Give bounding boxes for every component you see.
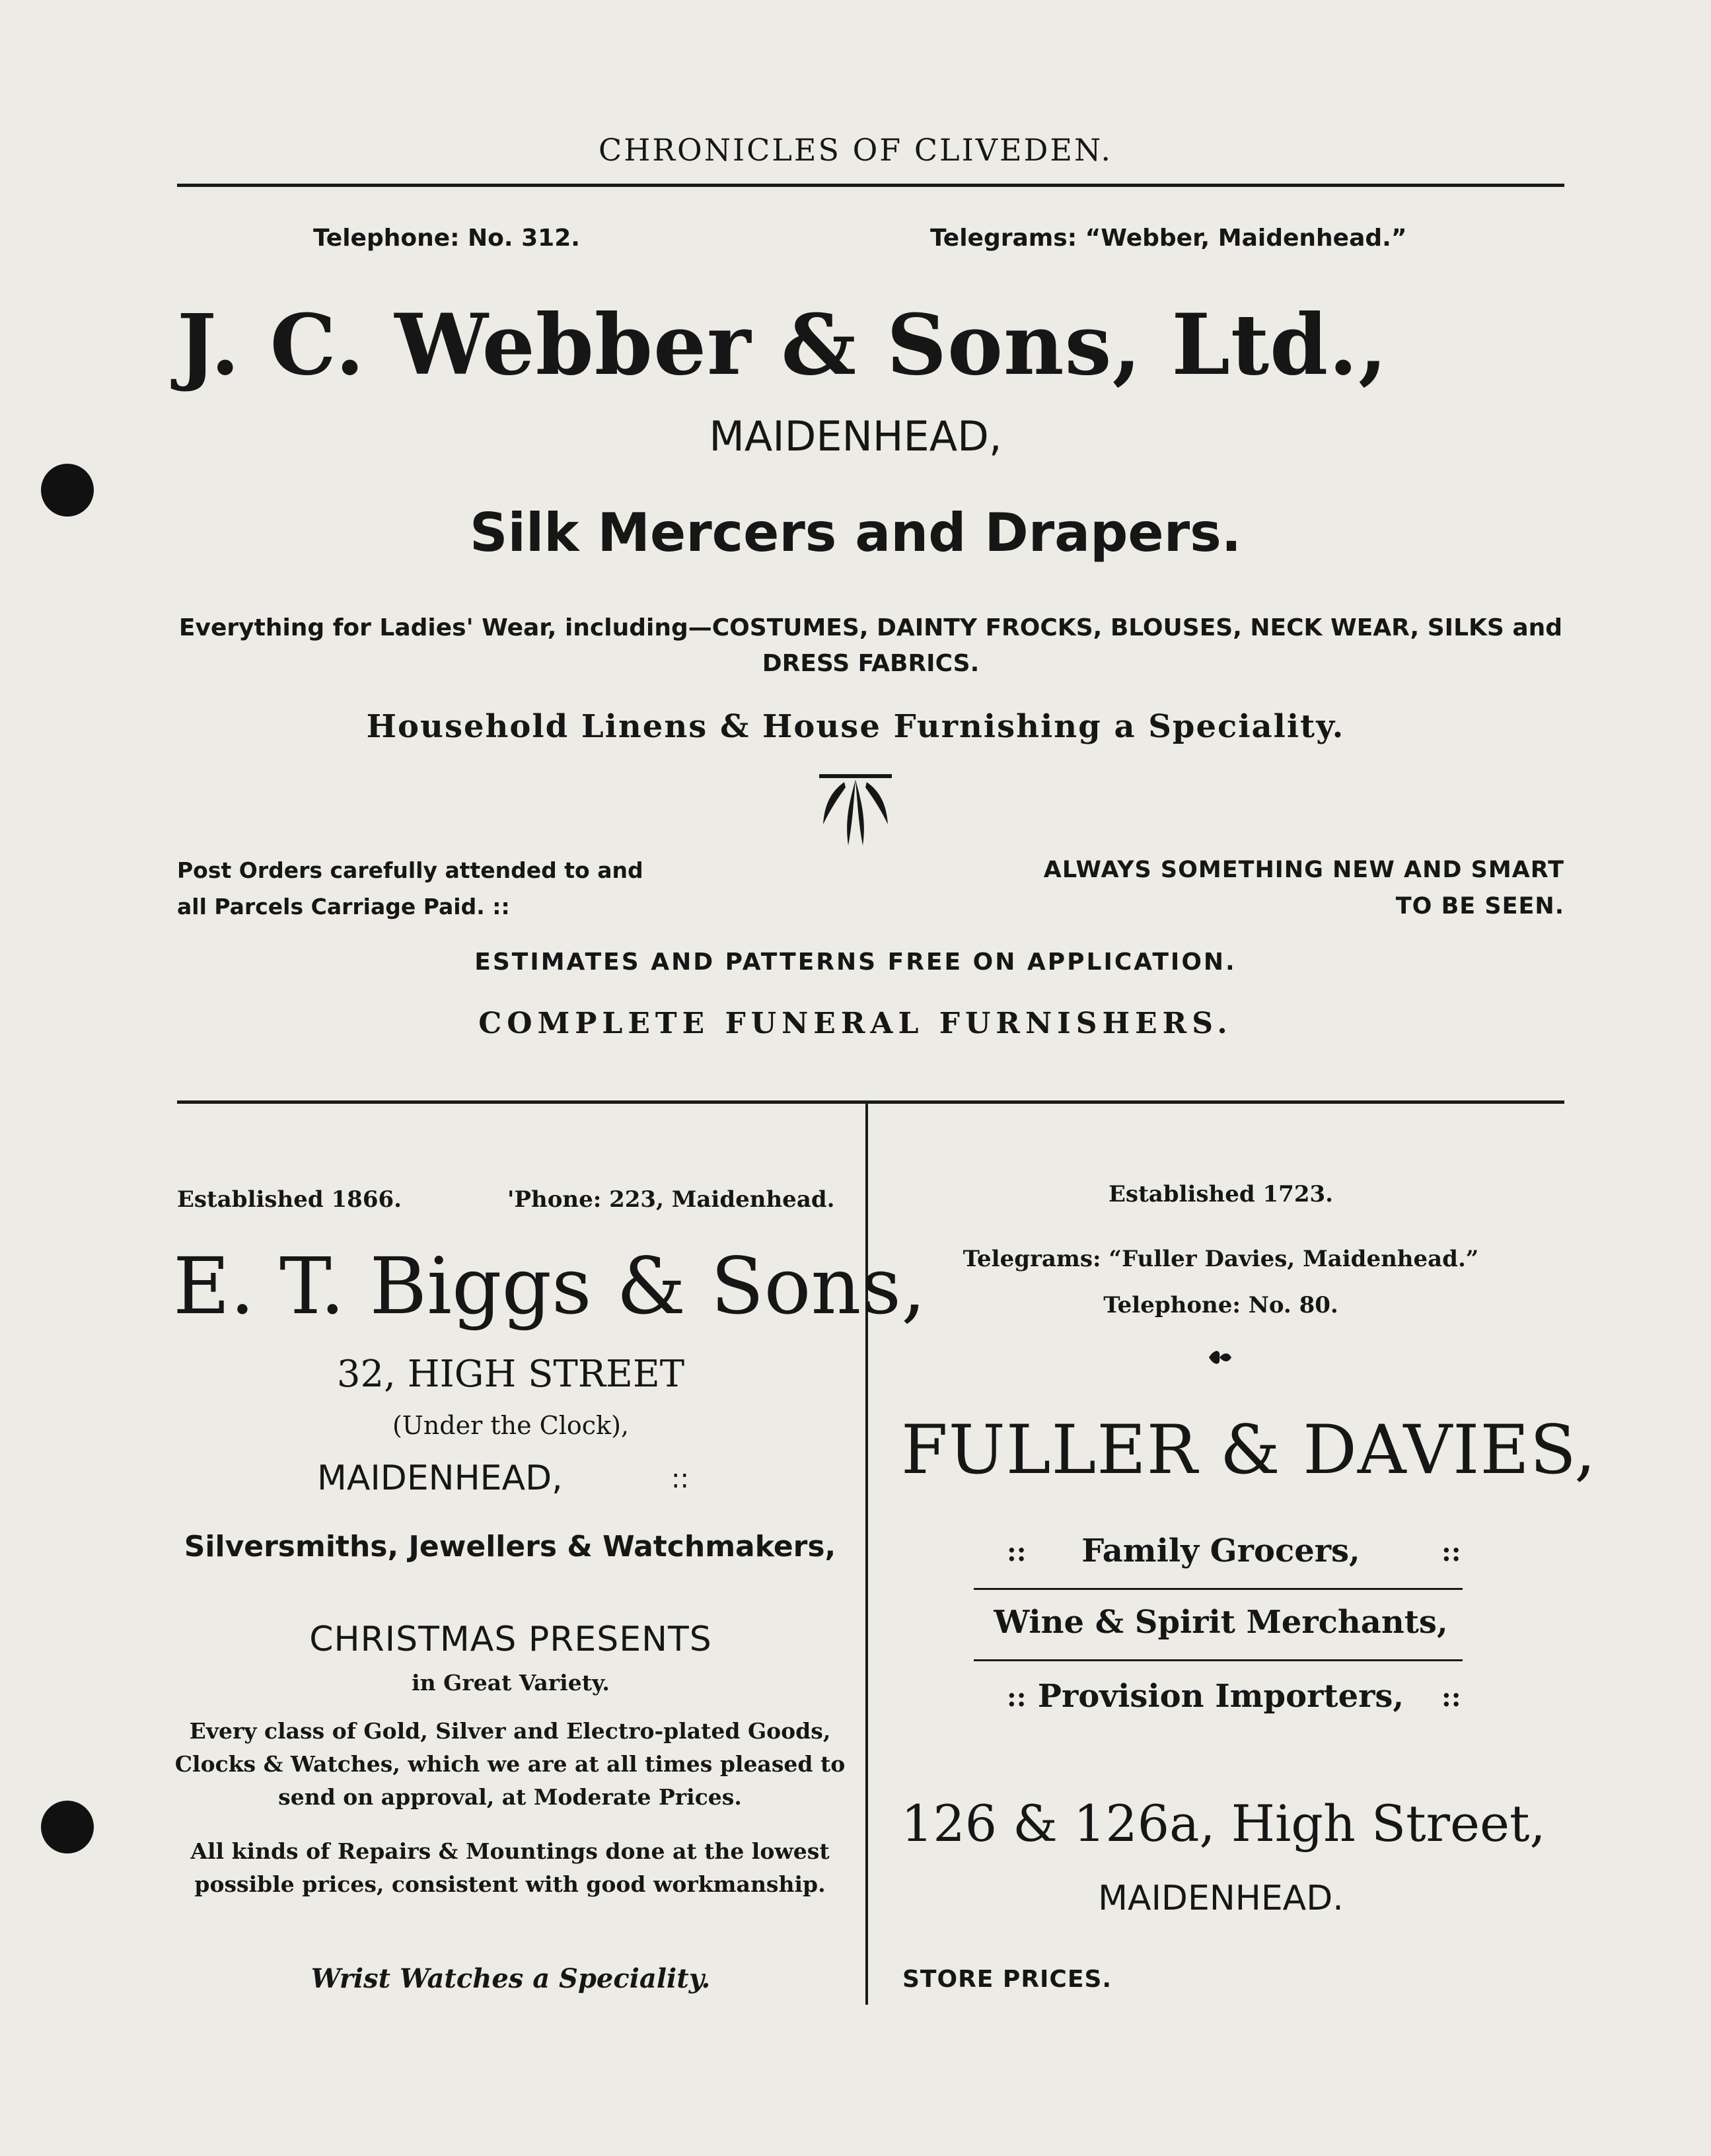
- biggs-wrist-watches: Wrist Watches a Speciality.: [310, 1963, 711, 1994]
- biggs-every-class: Every class of Gold, Silver and Electro-plated Goods, Clocks & Watches, which we are at all times pleased to send on approval, at Moderate Prices.: [174, 1718, 846, 1810]
- webber-everything: Everything for Ladies' Wear, including—COSTUMES, DAINTY FROCKS, BLOUSES, NECK WEAR, SILKS and DRESS FABRICS.: [178, 614, 1563, 677]
- webber-town: MAIDENHEAD,: [709, 412, 1002, 460]
- webber-name: J. C. Webber & Sons, Ltd.,: [177, 296, 1388, 394]
- biggs-variety: in Great Variety.: [412, 1670, 610, 1696]
- biggs-trade: Silversmiths, Jewellers & Watchmakers,: [184, 1530, 836, 1563]
- biggs-landmark: (Under the Clock),: [392, 1411, 629, 1440]
- webber-post-orders: Post Orders carefully attended to and all Parcels Carriage Paid. ::: [177, 857, 643, 919]
- fuller-telephone: Telephone: No. 80.: [1103, 1292, 1338, 1318]
- column-divider: [865, 1104, 868, 2005]
- webber-always-new: ALWAYS SOMETHING NEW AND SMART TO BE SEEN.: [1043, 857, 1564, 919]
- biggs-established: Established 1866.: [177, 1186, 402, 1213]
- ornament-icon: [805, 772, 906, 853]
- fuller-rule-1: [974, 1588, 1463, 1590]
- fuller-line3-colons-left: ::: [1007, 1682, 1027, 1713]
- binder-hole-bottom: [41, 1801, 94, 1853]
- fuller-store-prices: STORE PRICES.: [902, 1966, 1112, 1993]
- webber-funeral: COMPLETE FUNERAL FURNISHERS.: [478, 1007, 1233, 1040]
- fuller-line3: Provision Importers,: [1037, 1678, 1404, 1715]
- fuller-line1-colons-right: ::: [1441, 1536, 1461, 1567]
- fuller-line1-colons-left: ::: [1007, 1536, 1027, 1567]
- page-header: CHRONICLES OF CLIVEDEN.: [599, 132, 1112, 168]
- header-rule: [177, 184, 1564, 187]
- middle-rule: [177, 1100, 1564, 1104]
- biggs-town: MAIDENHEAD,: [317, 1458, 563, 1498]
- fuller-line3-colons-right: ::: [1441, 1682, 1461, 1713]
- biggs-address: 32, HIGH STREET: [336, 1353, 685, 1396]
- fuller-rule-2: [974, 1659, 1463, 1661]
- webber-trade: Silk Mercers and Drapers.: [469, 502, 1242, 563]
- bottom-rule: [865, 2001, 868, 2002]
- biggs-town-colons: ::: [671, 1464, 689, 1494]
- fleuron-icon: [1206, 1348, 1233, 1367]
- webber-telegrams: Telegrams: “Webber, Maidenhead.”: [930, 225, 1407, 252]
- fuller-line1: Family Grocers,: [1081, 1532, 1360, 1569]
- fuller-telegrams: Telegrams: “Fuller Davies, Maidenhead.”: [963, 1246, 1479, 1272]
- webber-estimates: ESTIMATES AND PATTERNS FREE ON APPLICATION.: [474, 949, 1237, 976]
- fuller-name: FULLER & DAVIES,: [901, 1411, 1597, 1490]
- fuller-town: MAIDENHEAD.: [1098, 1879, 1344, 1918]
- webber-telephone: Telephone: No. 312.: [313, 225, 580, 252]
- biggs-repairs: All kinds of Repairs & Mountings done at the lowest possible prices, consistent with good workmanship.: [190, 1838, 830, 1897]
- fuller-address: 126 & 126a, High Street,: [901, 1794, 1546, 1853]
- fuller-established: Established 1723.: [1109, 1181, 1333, 1207]
- webber-speciality: Household Linens & House Furnishing a Speciality.: [366, 708, 1345, 745]
- biggs-name: E. T. Biggs & Sons,: [173, 1240, 926, 1332]
- fuller-line2: Wine & Spirit Merchants,: [994, 1604, 1448, 1641]
- biggs-christmas: CHRISTMAS PRESENTS: [309, 1620, 712, 1659]
- biggs-phone: 'Phone: 223, Maidenhead.: [507, 1186, 835, 1213]
